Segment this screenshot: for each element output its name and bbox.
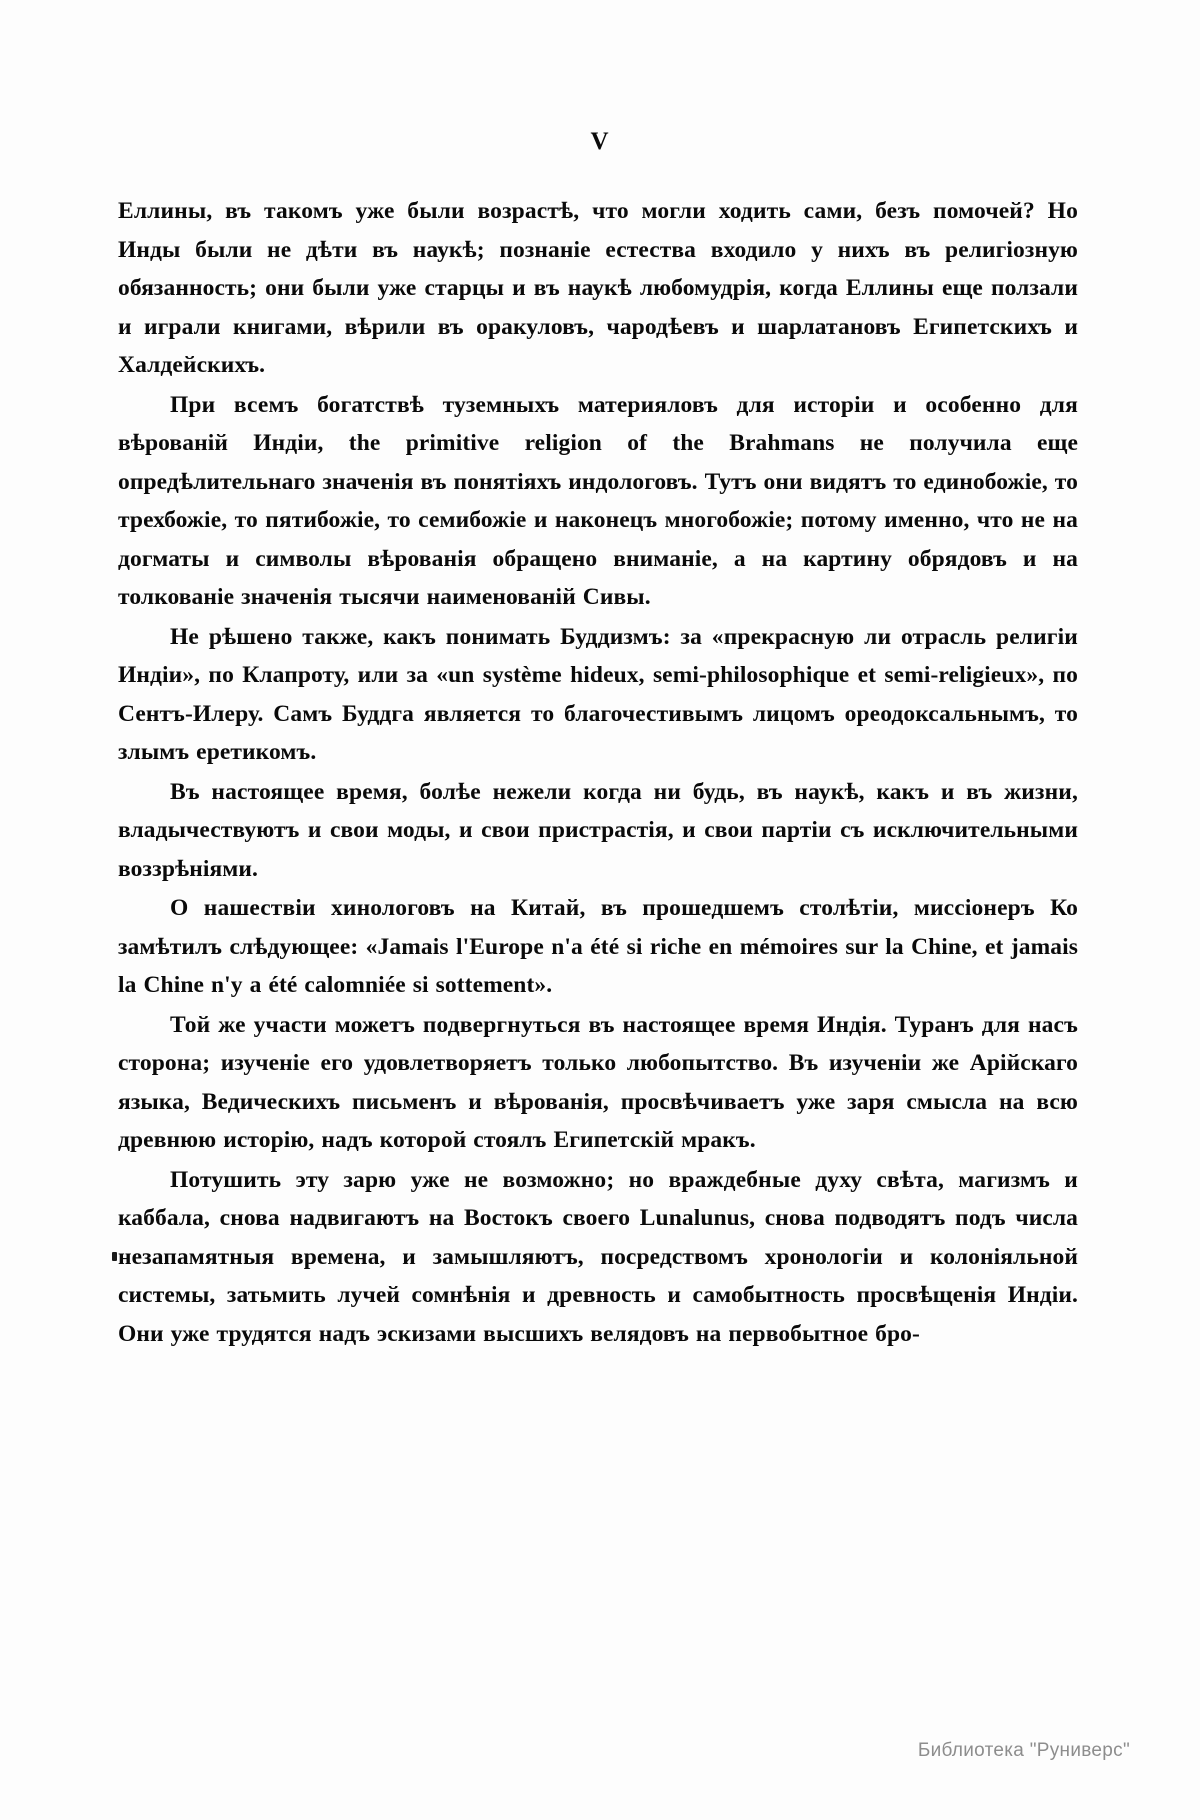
paragraph: Не рѣшено также, какъ понимать Буддизмъ: за «прекрасную ли отрасль религіи Индіи», по Клапроту, или за «un système hideux, semi-philosophique et semi-religieux», по Сентъ-Илеру. Самъ Буддга является то благочестивымъ лицомъ ореодоксальнымъ, то злымъ еретикомъ. [118,623,1078,765]
body-text [118,192,1078,1354]
paragraph: Потушить эту зарю уже не возможно; но враждебные духу свѣта, магизмъ и каббала, снова надвигаютъ на Востокъ своего Lunalunus, снова подводятъ подъ числа незапамятныя времена, и замышляютъ, посредствомъ хронологіи и колоніяльной системы, затьмить лучей сомнѣнія и древность и самобытность просвѣщенія Индіи. Они уже трудятся надъ эскизами высшихъ велядовъ на первобытное бро- [118,1166,1078,1347]
paragraph: О нашествіи хинологовъ на Китай, въ прошедшемъ столѣтіи, миссіонеръ Ко замѣтилъ слѣдующее: «Jamais l'Europe n'a été si riche en mémoires sur la Chine, et jamais la Chine n'y a été calomniée si sottement». [118,895,1078,998]
paragraph: Въ настоящее время, болѣе нежели когда ни будь, въ наукѣ, какъ и въ жизни, владычествуютъ и свои моды, и свои пристрастія, и свои партіи съ исключительными воззрѣніями. [118,778,1078,882]
paragraph: Той же участи можетъ подвергнуться въ настоящее время Индія. Туранъ для насъ сторона; изученіе его удовлетворяетъ только любопытство. Въ изученіи же Арійскаго языка, Ведическихъ письменъ и вѣрованія, просвѣчиваетъ уже заря смысла на всю древнюю исторію, надъ которой стоялъ Египетскій мракъ. [118,1011,1078,1153]
paragraph: Еллины, въ такомъ уже были возрастѣ, что могли ходить сами, безъ помочей? Но Инды были не дѣти въ наукѣ; познаніе естества входило у нихъ въ религіозную обязанность; они были уже старцы и въ наукѣ любомудрія, когда Еллины еще ползали и играли книгами, вѣрили въ оракуловъ, чародѣевъ и шарлатановъ Египетскихъ и Халдейскихъ. [118,198,1078,378]
library-credit: Библиотека "Руниверс" [917,1740,1130,1761]
paragraph: При всемъ богатствѣ туземныхъ материяловъ для исторіи и особенно для вѣрованій Индіи, the primitive religion of the Brahmans не получила еще опредѣлительнаго значенія въ понятіяхъ индологовъ. Тутъ они видятъ то единобожіе, то трехбожіе, то пятибожіе, то семибожіе и наконецъ многобожіе; потому именно, что не на догматы и символы вѣрованія обращено вниманіе, а на картину обрядовъ и на толкованіе значенія тысячи наименованій Сивы. [118,391,1078,610]
page-number: V [590,128,610,155]
ink-speck [112,1252,117,1261]
